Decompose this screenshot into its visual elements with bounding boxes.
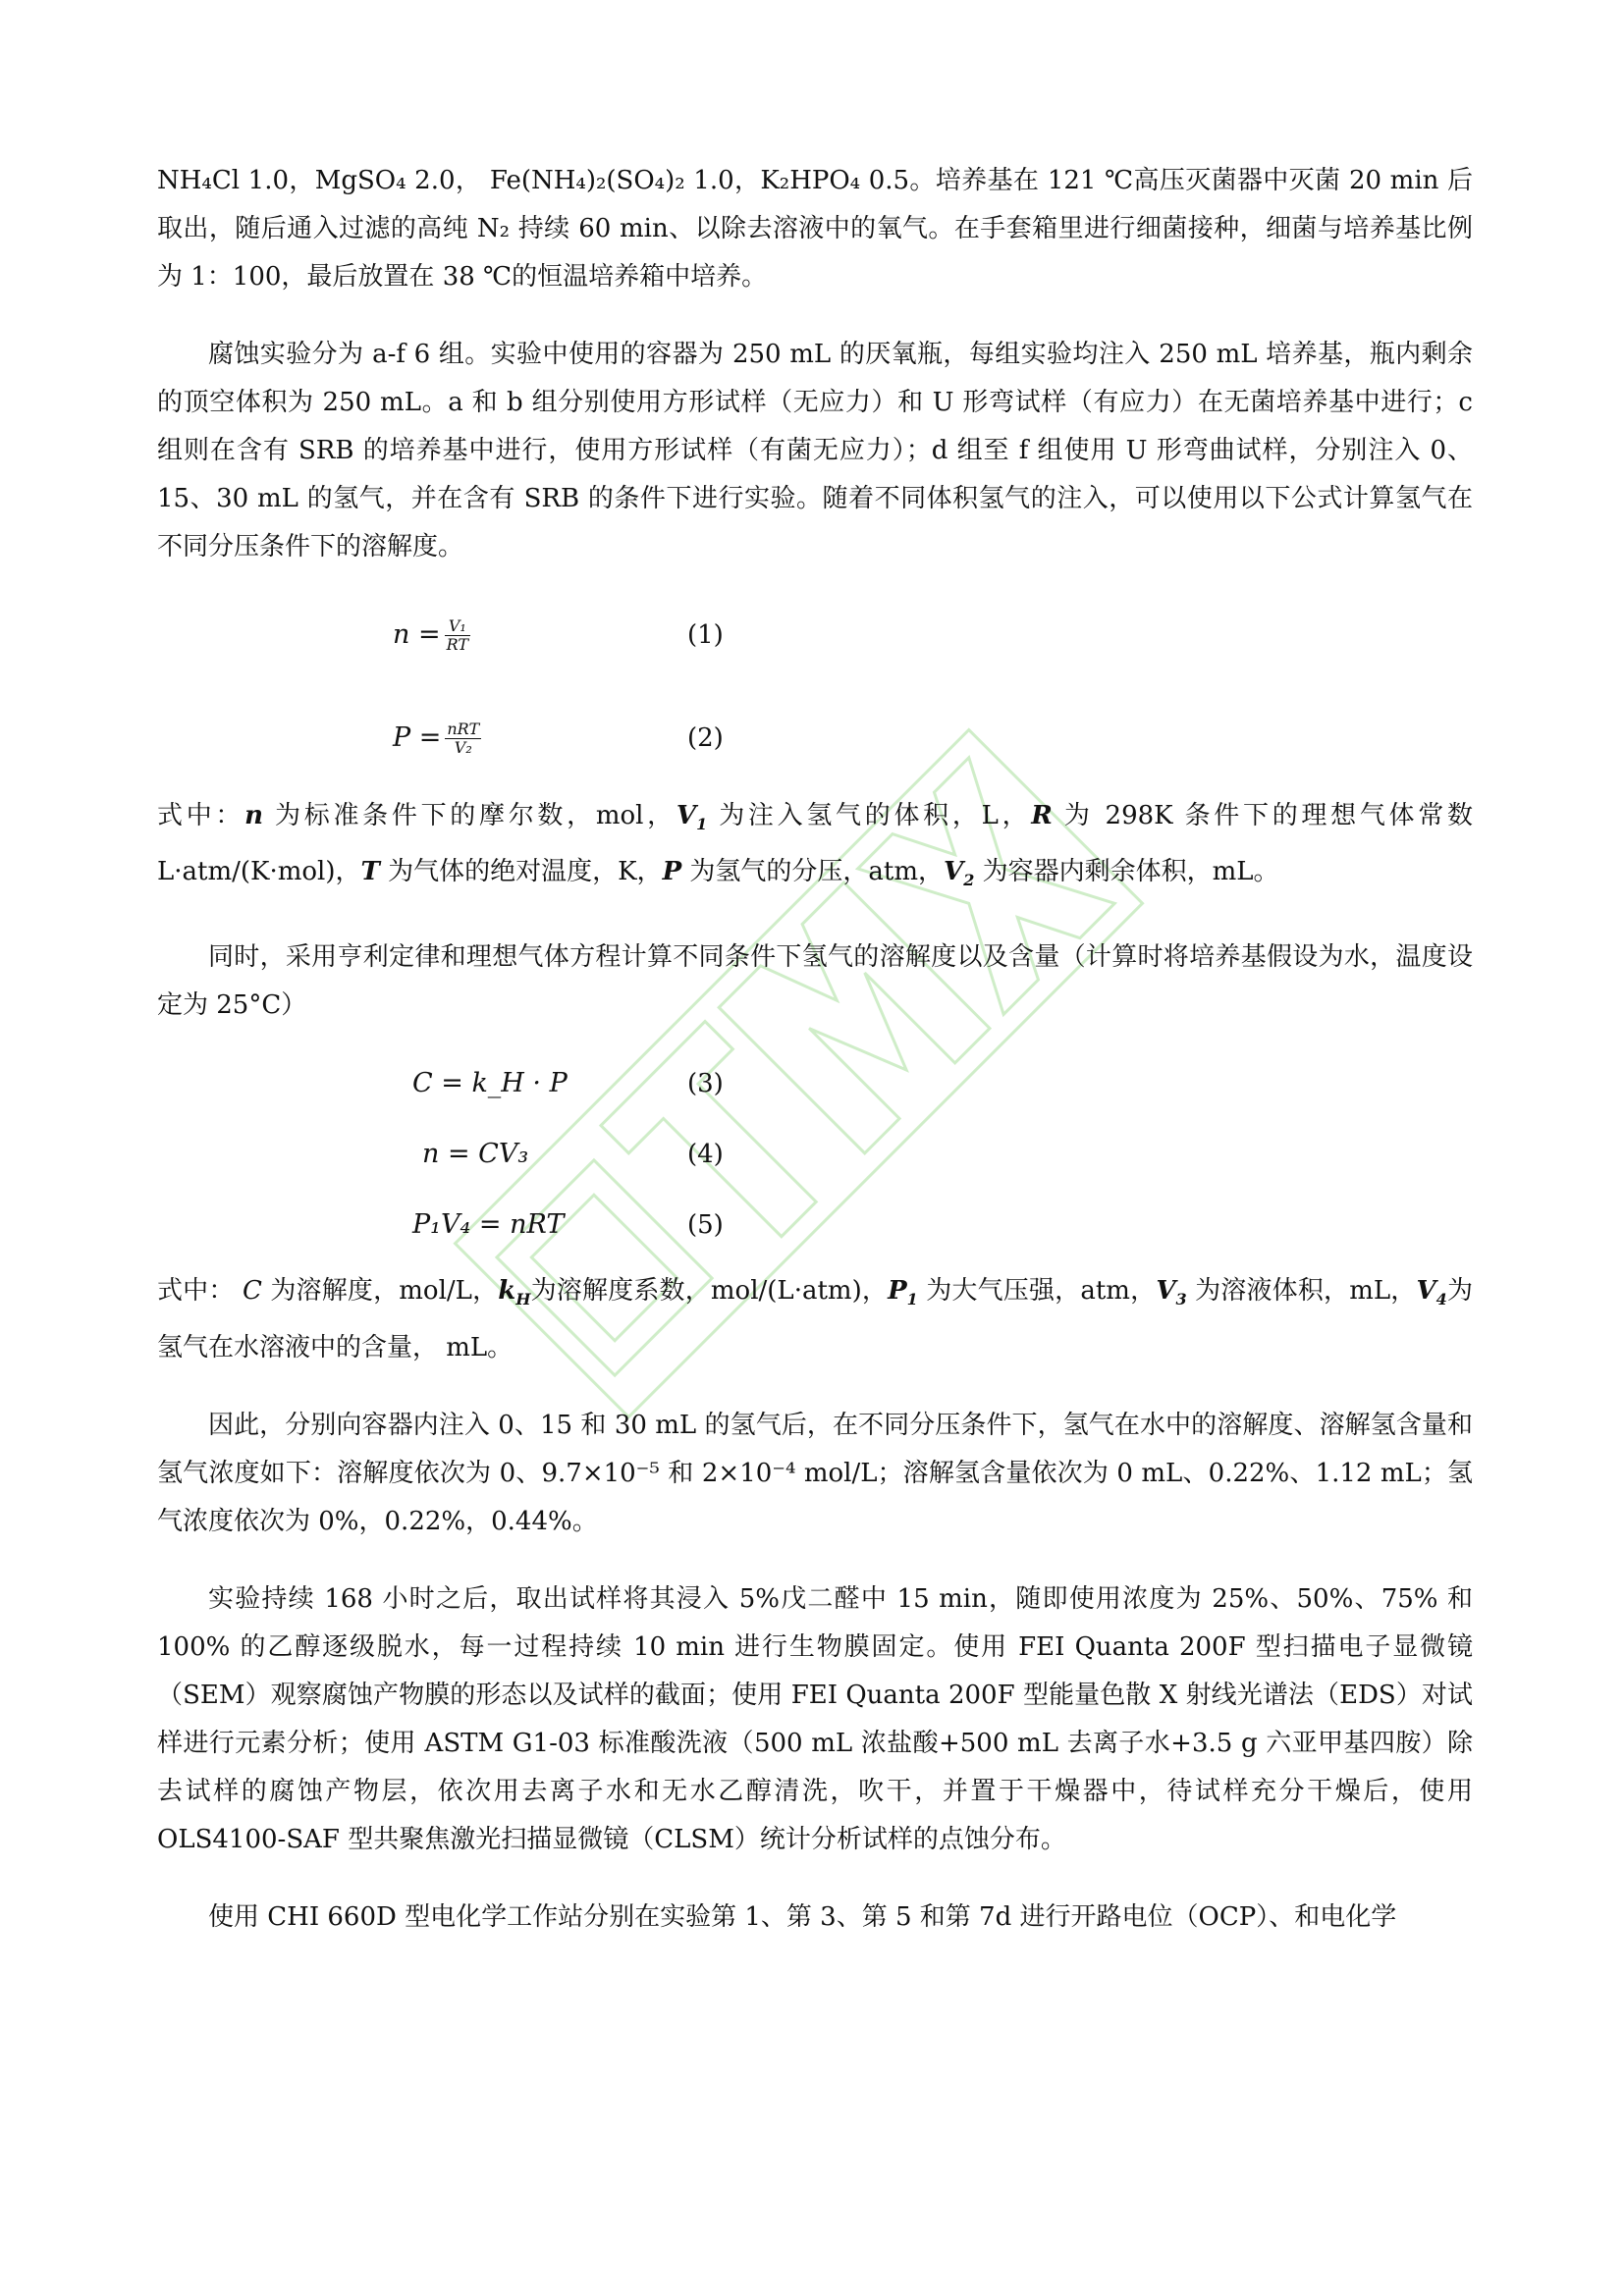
paragraph-symbols-2: 式中： C 为溶解度，mol/L，$k_H$为溶解度系数，mol/(L·atm)，$P_1$ 为大气压强，atm，$V_3$ 为溶液体积，mL，$V_4$为氢气在水溶液中的含量， mL。: [157, 1276, 1473, 1362]
paragraph-symbols-1: 式中：n 为标准条件下的摩尔数，mol，$V_1$ 为注入氢气的体积，L，R 为 298K 条件下的理想气体常数 L·atm/(K·mol)，T 为气体的绝对温度，K，P 为氢气的分压，atm，$V_2$ 为容器内剩余体积，mL。: [157, 801, 1473, 890]
equation-2: [157, 714, 1473, 763]
equation-4-number: (4): [687, 1140, 724, 1170]
equation-5-number: (5): [687, 1210, 724, 1241]
paragraph-culture-medium: NH₄Cl 1.0，MgSO₄ 2.0， Fe(NH₄)₂(SO₄)₂ 1.0，K₂HPO₄ 0.5。培养基在 121 ℃高压灭菌器中灭菌 20 min 后取出，随后通入过滤的高纯 N₂ 持续 60 min、以除去溶液中的氧气。在手套箱里进行细菌接种，细菌与培养基比例为 1：100，最后放置在 38 ℃的恒温培养箱中培养。: [157, 166, 1473, 292]
equation-1: [157, 611, 1473, 660]
equation-5-expression: P₁V₄ = nRT: [412, 1209, 565, 1241]
paragraph-hydrogen-solubility: 因此，分别向容器内注入 0、15 和 30 mL 的氢气后，在不同分压条件下，氢气在水中的溶解度、溶解氢含量和氢气浓度如下：溶解度依次为 0、9.7×10⁻⁵ 和 2×10⁻⁴ mol/L；溶解氢含量依次为 0 mL、0.22%、1.12 mL；氢气浓度依次为 0%，0.22%，0.44%。: [157, 1410, 1473, 1536]
equation-4: [157, 1130, 1473, 1179]
paragraph-experiment-groups: 腐蚀实验分为 a-f 6 组。实验中使用的容器为 250 mL 的厌氧瓶，每组实验均注入 250 mL 培养基，瓶内剩余的顶空体积为 250 mL。a 和 b 组分别使用方形试样（无应力）和 U 形弯试样（有应力）在无菌培养基中进行；c 组则在含有 SRB 的培养基中进行，使用方形试样（有菌无应力）；d 组至 f 组使用 U 形弯曲试样，分别注入 0、15、30 mL 的氢气，并在含有 SRB 的条件下进行实验。随着不同体积氢气的注入，可以使用以下公式计算氢气在不同分压条件下的溶解度。: [157, 340, 1473, 561]
equation-2-number: (2): [687, 723, 724, 753]
equation-2-fraction: $\frac{\text{nRT}}{\text{V₂}}$: [447, 720, 480, 757]
paragraph-electrochemistry: 使用 CHI 660D 型电化学工作站分别在实验第 1、第 3、第 5 和第 7d 进行开路电位（OCP）、和电化学: [208, 1901, 1397, 1932]
equation-1-expression: n = $\frac{\text{V₁}}{RT}$: [393, 616, 469, 654]
paragraph-analysis-methods: 实验持续 168 小时之后，取出试样将其浸入 5%戊二醛中 15 min，随即使用浓度为 25%、50%、75% 和 100% 的乙醇逐级脱水，每一过程持续 10 min 进行生物膜固定。使用 FEI Quanta 200F 型扫描电子显微镜（SEM）观察腐蚀产物膜的形态以及试样的截面；使用 FEI Quanta 200F 型能量色散 X 射线光谱法（EDS）对试样进行元素分析；使用 ASTM G1-03 标准酸洗液（500 mL 浓盐酸+500 mL 去离子水+3.5 g 六亚甲基四胺）除去试样的腐蚀产物层，依次用去离子水和无水乙醇清洗，吹干，并置于干燥器中，待试样充分干燥后，使用 OLS4100-SAF 型共聚焦激光扫描显微镜（CLSM）统计分析试样的点蚀分布。: [157, 1583, 1473, 1854]
equation-3: [157, 1059, 1473, 1108]
document-page: [157, 157, 1473, 1942]
paragraph-henry-law: 同时，采用亨利定律和理想气体方程计算不同条件下氢气的溶解度以及含量（计算时将培养基假设为水，温度设定为 25°C）: [157, 942, 1473, 1021]
equation-1-number: (1): [687, 620, 724, 650]
equation-2-expression: P = $\frac{\text{nRT}}{\text{V₂}}$: [393, 720, 480, 757]
equation-4-expression: n = CV₃: [422, 1139, 529, 1170]
equation-3-expression: C = k_H · P: [412, 1068, 568, 1099]
equation-1-fraction: $\frac{\text{V₁}}{RT}$: [446, 616, 469, 654]
equation-3-number: (3): [687, 1069, 724, 1099]
equation-5: [157, 1201, 1473, 1250]
